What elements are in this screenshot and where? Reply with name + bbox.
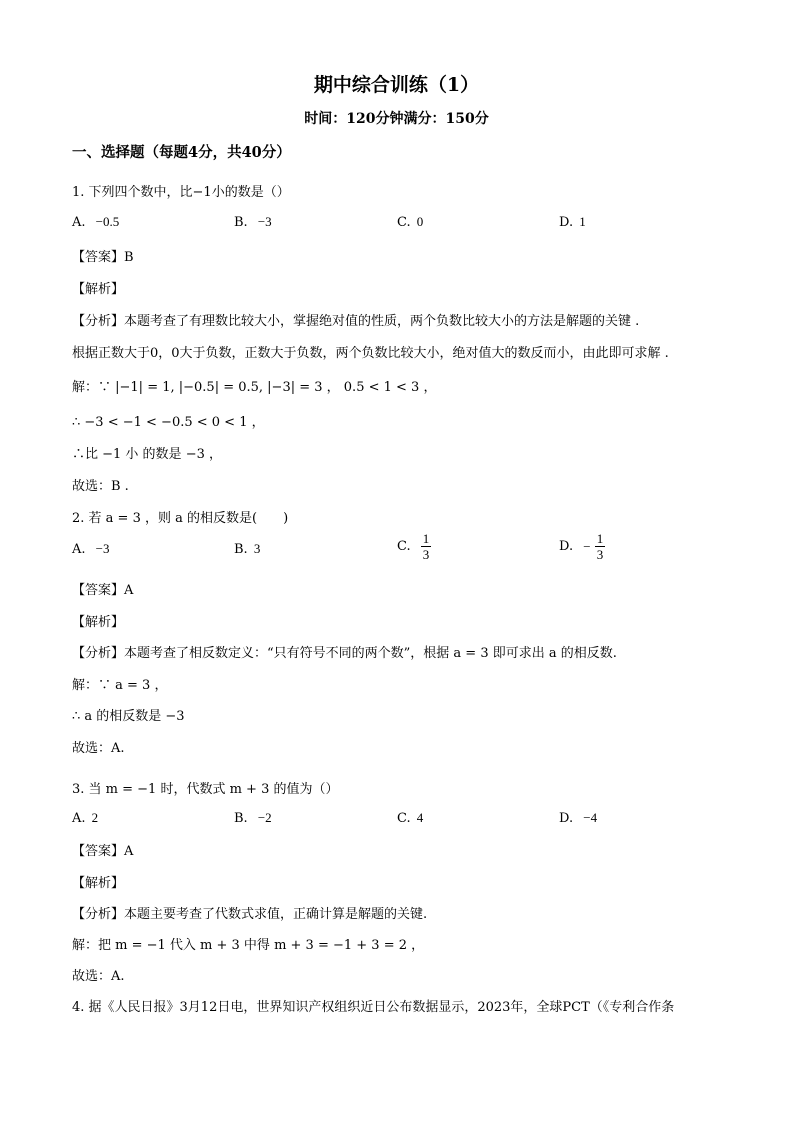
option-label: D.: [559, 539, 574, 554]
page-title: 期中综合训练（1）: [313, 74, 480, 96]
option-label: C.: [397, 215, 411, 230]
option-value: 2: [91, 810, 99, 825]
option-label: B.: [234, 811, 248, 826]
section-heading: 一、选择题（每题4分，共40分）: [72, 144, 291, 161]
q2-solution-step-1: 解：∵ a = 3 ，: [72, 678, 168, 693]
option-value: 1: [579, 214, 586, 229]
q3-option-b: [234, 810, 272, 826]
q2-analysis: 【分析】本题考查了相反数定义：“只有符号不同的两个数”，根据 a = 3 即可求出 a 的相反数.: [72, 646, 617, 661]
q3-option-d: [559, 810, 597, 826]
q3-answer: 【答案】A: [72, 844, 134, 859]
option-value: −3: [95, 541, 110, 556]
q3-stem: 3. 当 m = −1 时，代数式 m + 3 的值为（）: [72, 782, 339, 797]
option-value: 0: [416, 214, 424, 229]
q3-analysis-heading: 【解析】: [72, 876, 125, 891]
q3-conclusion: 故选：A.: [72, 969, 125, 984]
q3-analysis: 【分析】本题主要考查了代数式求值，正确计算是解题的关键.: [72, 907, 428, 922]
q1-solution-step-3: ∴比 −1 小 的数是 −3 ，: [72, 447, 222, 462]
q3-option-a: [72, 810, 98, 826]
denominator: 3: [422, 547, 430, 562]
q2-option-b: [234, 541, 260, 557]
option-label: D.: [559, 215, 574, 230]
q2-conclusion: 故选：A.: [72, 741, 125, 756]
q1-solution-step-1: 解：∵ |−1| = 1, |−0.5| = 0.5, |−3| = 3 ， 0.5 < 1 < 3 ，: [72, 380, 437, 395]
q1-stem: 1. 下列四个数中，比−1小的数是（）: [72, 185, 290, 200]
option-value: −4: [583, 810, 598, 825]
q1-explanation: 根据正数大于0，0大于负数，正数大于负数，两个负数比较大小，绝对值大的数反而小，由此即可求解 .: [72, 346, 669, 361]
q1-option-b: [234, 214, 272, 230]
option-label: A.: [72, 542, 86, 557]
option-value: −3: [257, 214, 272, 229]
q1-option-c: [397, 214, 423, 230]
option-value: −0.5: [95, 214, 120, 229]
q1-conclusion: 故选：B .: [72, 479, 129, 494]
option-label: B.: [234, 542, 248, 557]
q2-answer: 【答案】A: [72, 583, 134, 598]
q2-stem: 2. 若 a = 3 ，则 a 的相反数是( ): [72, 511, 289, 526]
q2-option-a: [72, 541, 110, 557]
q1-analysis: 【分析】本题考查了有理数比较大小，掌握绝对值的性质，两个负数比较大小的方法是解题的关键 .: [72, 314, 640, 329]
q3-option-c: [397, 810, 423, 826]
q2-option-c: [397, 531, 431, 562]
q1-analysis-heading: 【解析】: [72, 282, 125, 297]
option-label: A.: [72, 215, 86, 230]
option-label: D.: [559, 811, 574, 826]
option-label: B.: [234, 215, 248, 230]
q3-solution-step-1: 解：把 m = −1 代入 m + 3 中得 m + 3 = −1 + 3 = 2 ，: [72, 938, 425, 953]
q2-option-d: [559, 531, 605, 562]
numerator: 1: [422, 531, 430, 546]
numerator: 1: [596, 531, 604, 546]
q4-stem: 4. 据《人民日报》3月12日电，世界知识产权组织近日公布数据显示，2023年，全球PCT（《专利合作条: [72, 1000, 675, 1015]
fraction-sign: −: [583, 538, 591, 554]
q2-analysis-heading: 【解析】: [72, 615, 125, 630]
q2-solution-step-2: ∴ a 的相反数是 −3: [72, 709, 185, 724]
fraction: [421, 531, 432, 562]
q1-answer: 【答案】B: [72, 250, 134, 265]
option-value: 4: [416, 810, 424, 825]
q1-option-d: [559, 214, 586, 230]
option-value: 3: [253, 541, 261, 556]
q1-solution-step-2: ∴ −3 < −1 < −0.5 < 0 < 1 ，: [72, 415, 265, 430]
option-label: C.: [397, 539, 411, 554]
option-label: A.: [72, 811, 86, 826]
fraction: [595, 531, 606, 562]
denominator: 3: [596, 547, 604, 562]
q1-option-a: [72, 214, 119, 230]
exam-info: 时间：120分钟满分：150分: [304, 111, 489, 127]
option-label: C.: [397, 811, 411, 826]
option-value: −2: [257, 810, 272, 825]
